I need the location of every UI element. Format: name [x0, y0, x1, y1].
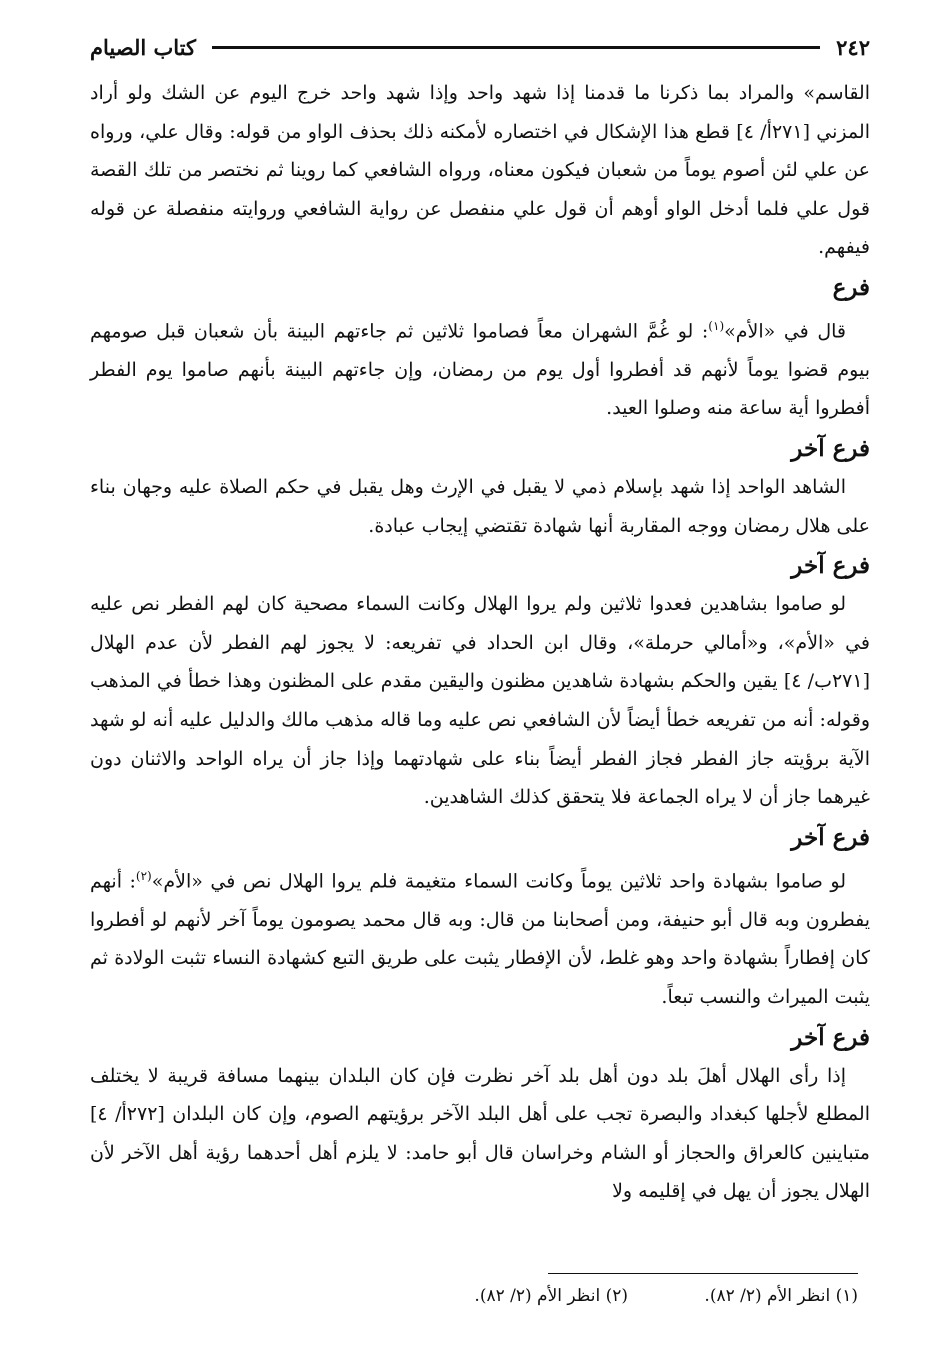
section-text-1: : لو غُمَّ الشهران معاً فصاموا ثلاثين ثم جاءتهم البينة بأن شعبان قبل صومهم بيوم قضوا يوماً لأنهم قد أفطروا أول يوم من رمضان، وإن جاءتهم البينة بأنهم صاموا يوم الفطر أفطروا أية ساعة منه وصلوا العيد. — [90, 320, 870, 420]
section-heading-5: فرع آخر — [791, 1023, 870, 1051]
footnote-marker-2: (٢) — [135, 868, 152, 883]
page — [90, 30, 870, 1211]
running-head — [90, 30, 870, 64]
header-rule — [212, 46, 820, 49]
intro-paragraph: القاسم» والمراد بما ذكرنا ما قدمنا إذا شهد واحد وإذا شهد واحد خرج اليوم عن الشك ولو أراد المزني [٢٧١أ/ ٤] قطع هذا الإشكال في اختصاره لأمكنه ذلك بحذف الواو من قوله: وقال علي، ورواه عن علي لئن أصوم يوماً من شعبان فيكون معناه، ورواه الشافعي كما روينا ثم نختصر من تلك القصة قول علي فلما أدخل الواو أوهم أن قول علي منفصل عن رواية الشافعي وروايته منفصلة عن قوله فيفهم. — [90, 82, 870, 259]
section-text-4: : أنهم يفطرون وبه قال أبو حنيفة، ومن أصحابنا من قال: وبه قال محمد يصومون يوماً آخر لأنهم لو أفطروا كان إفطاراً بشهادة واحد وهو غلط، لأن الإفطار يثبت على طريق التبع كشهادة النساء تثبت الولادة ثم يثبت الميراث والنسب تبعاً. — [90, 870, 870, 1008]
section-lead-4: لو صاموا بشهادة واحد ثلاثين يوماً وكانت السماء متغيمة فلم يروا الهلال نص في «الأم» — [151, 870, 846, 893]
body-text — [90, 74, 870, 1211]
section-heading-2: فرع آخر — [791, 435, 870, 463]
footnote-1: (١) انظر الأم (٢/ ٨٢). — [704, 1286, 858, 1306]
section-paragraph-1 — [90, 307, 870, 428]
section-paragraph-3: لو صاموا بشاهدين فعدوا ثلاثين ولم يروا الهلال وكانت السماء مصحية كان لهم الفطر نص عليه في «الأم»، و«أمالي حرملة»، وقال ابن الحداد في تفريعه: لا يجوز لهم الفطر لأن عدم الهلال [٢٧١ب/ ٤] يقين والحكم بشهادة شاهدين مظنون واليقين مقدم على المظنون وهذا خطأ في المذهب وقوله: أنه من تفريعه خطأ أيضاً لأن الشافعي نص عليه وما قاله مذهب مالك والدليل عليه أنه لو شهد الآية برؤيته جاز الفطر فجاز الفطر أيضاً بناء على شهادتهما وإذا جاز أن يراه الواحد والاثنان دون غيرهما جاز أن لا يراه الجماعة فلا يتحقق كذلك الشاهدين. — [90, 593, 870, 809]
footnote-rule — [548, 1273, 858, 1274]
section-paragraph-4 — [90, 857, 870, 1017]
page-number: ٢٤٢ — [836, 34, 870, 60]
footnote-2: (٢) انظر الأم (٢/ ٨٢). — [474, 1286, 628, 1306]
section-heading-4: فرع آخر — [791, 823, 870, 851]
section-lead-1: قال في «الأم» — [724, 320, 846, 343]
chapter-title: كتاب الصيام — [90, 34, 196, 60]
section-heading-3: فرع آخر — [791, 552, 870, 580]
section-heading-1: فرع — [832, 273, 870, 301]
footnote-marker-1: (١) — [708, 318, 725, 333]
section-paragraph-2: الشاهد الواحد إذا شهد بإسلام ذمي لا يقبل في الإرث وهل يقبل في حكم الصلاة عليه وجهان بناء على هلال رمضان ووجه المقاربة أنها شهادة تقتضي إيجاب عبادة. — [90, 476, 870, 537]
footnotes — [78, 1286, 858, 1306]
section-paragraph-5: إذا رأى الهلال أهلَ بلد دون أهل بلد آخر نظرت فإن كان البلدان بينهما مسافة قريبة لا يختلف المطلع لأجلها كبغداد والبصرة تجب على أهل البلد الآخر برؤيتهم الصوم، وإن كان البلدان [٢٧٢أ/ ٤] متباينين كالعراق والحجاز أو الشام وخراسان قال أبو حامد: لا يلزم أهل أحدهما رؤية أهل الآخر لأن الهلال يجوز أن يهل في إقليمه ولا — [90, 1064, 870, 1203]
